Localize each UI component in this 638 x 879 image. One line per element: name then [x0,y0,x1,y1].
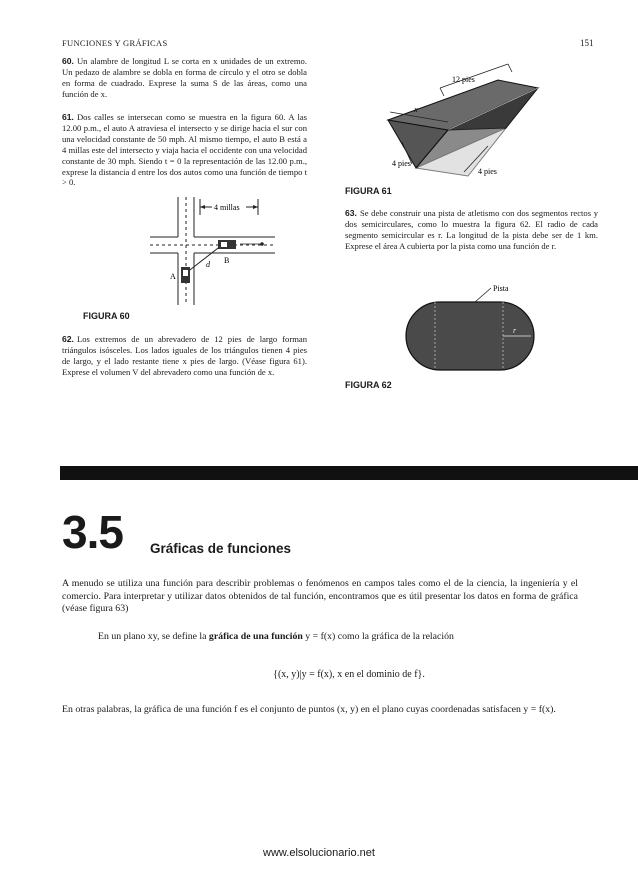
problem-text: Los extremos de un abrevadero de 12 pies de largo forman triángulos isósceles. Los lados iguales de los triángulos tienen 4 pies de largo, y el lado restante tiene x pies de largo. (Véase figura 61). Exprese el volumen V del abrevadero como una función de x. [62,334,307,377]
footer-url[interactable]: www.elsolucionario.net [263,847,375,859]
figure-60-diagram [150,197,300,305]
page-number: 151 [580,38,594,48]
problem-number: 62. [62,334,74,344]
track-label: Pista [493,284,509,293]
problem-text: Dos calles se intersecan como se muestra en la figura 60. A las 12.00 p.m., el auto A atraviesa el intersecto y se dirige hacia el sur con una velocidad constante de 50 mph. Al mismo tiempo, el auto B está a 4 millas este del intersecto y viaja hacia el occidente con una velocidad constante de 30 mph. Siendo t = 0 la representación de las 12.00 p.m., exprese la distancia d entre los dos autos como una función de tiempo t > 0. [62,112,307,188]
radius-r-label: r [513,326,517,335]
problem-62 [62,334,307,378]
figure-61-diagram [378,60,548,186]
figure-62-caption: FIGURA 62 [345,380,392,390]
side-right-label: 4 pies [478,167,497,176]
figure-60-caption: FIGURA 60 [83,311,130,321]
distance-4-millas-label: 4 millas [214,203,240,212]
problem-63 [345,208,598,252]
car-b-label: B [224,256,230,265]
length-12-pies-label: 12 pies [452,75,475,84]
problem-number: 63. [345,208,357,218]
definition-start: En un plano xy, se define la [98,631,209,642]
section-divider-band [60,466,638,480]
section-number: 3.5 [62,506,123,558]
graph-set-formula: {(x, y)|y = f(x), x en el dominio de f}. [273,669,425,680]
side-left-label: 4 pies [392,159,411,168]
car-a-label: A [170,272,176,281]
figure-62-diagram [395,282,545,372]
paragraph-intro: A menudo se utiliza una función para describir problemas o fenómenos en campos tales como el de la ciencia, la ingeniería y el comercio. Para interpretar y utilizar datos obtenidos de tal función, encontramos que es útil presentar los datos en forma de gráfica (véase figura 63) [62,578,578,615]
problem-60 [62,56,307,100]
problem-number: 61. [62,112,74,122]
figure-61-caption: FIGURA 61 [345,186,392,196]
definition-term: gráfica de una función [208,631,303,642]
problem-61 [62,112,307,188]
problem-text: Se debe construir una pista de atletismo con dos segmentos rectos y dos semicirculares, como lo muestra la figura 62. El radio de cada segmento semicircular es r. La longitud de la pista debe ser de 1 km. Exprese el área A cubierta por la pista como una función de r. [345,208,598,251]
x-label: x [414,105,418,114]
distance-d-label: d [206,260,210,269]
problem-text: Un alambre de longitud L se corta en x unidades de un extremo. Un pedazo de alambre se dobla en forma de círculo y el otro se dobla en forma de cuadrado. Exprese la suma S de las áreas, como una función de x. [62,56,307,99]
running-header: FUNCIONES Y GRÁFICAS [62,38,168,48]
paragraph-definition [62,631,578,644]
problem-number: 60. [62,56,74,66]
paragraph-summary: En otras palabras, la gráfica de una función f es el conjunto de puntos (x, y) en el plano cuyas coordenadas satisfacen y = f(x). [62,704,556,715]
definition-end: y = f(x) como la gráfica de la relación [302,631,454,642]
section-title: Gráficas de funciones [150,541,292,556]
